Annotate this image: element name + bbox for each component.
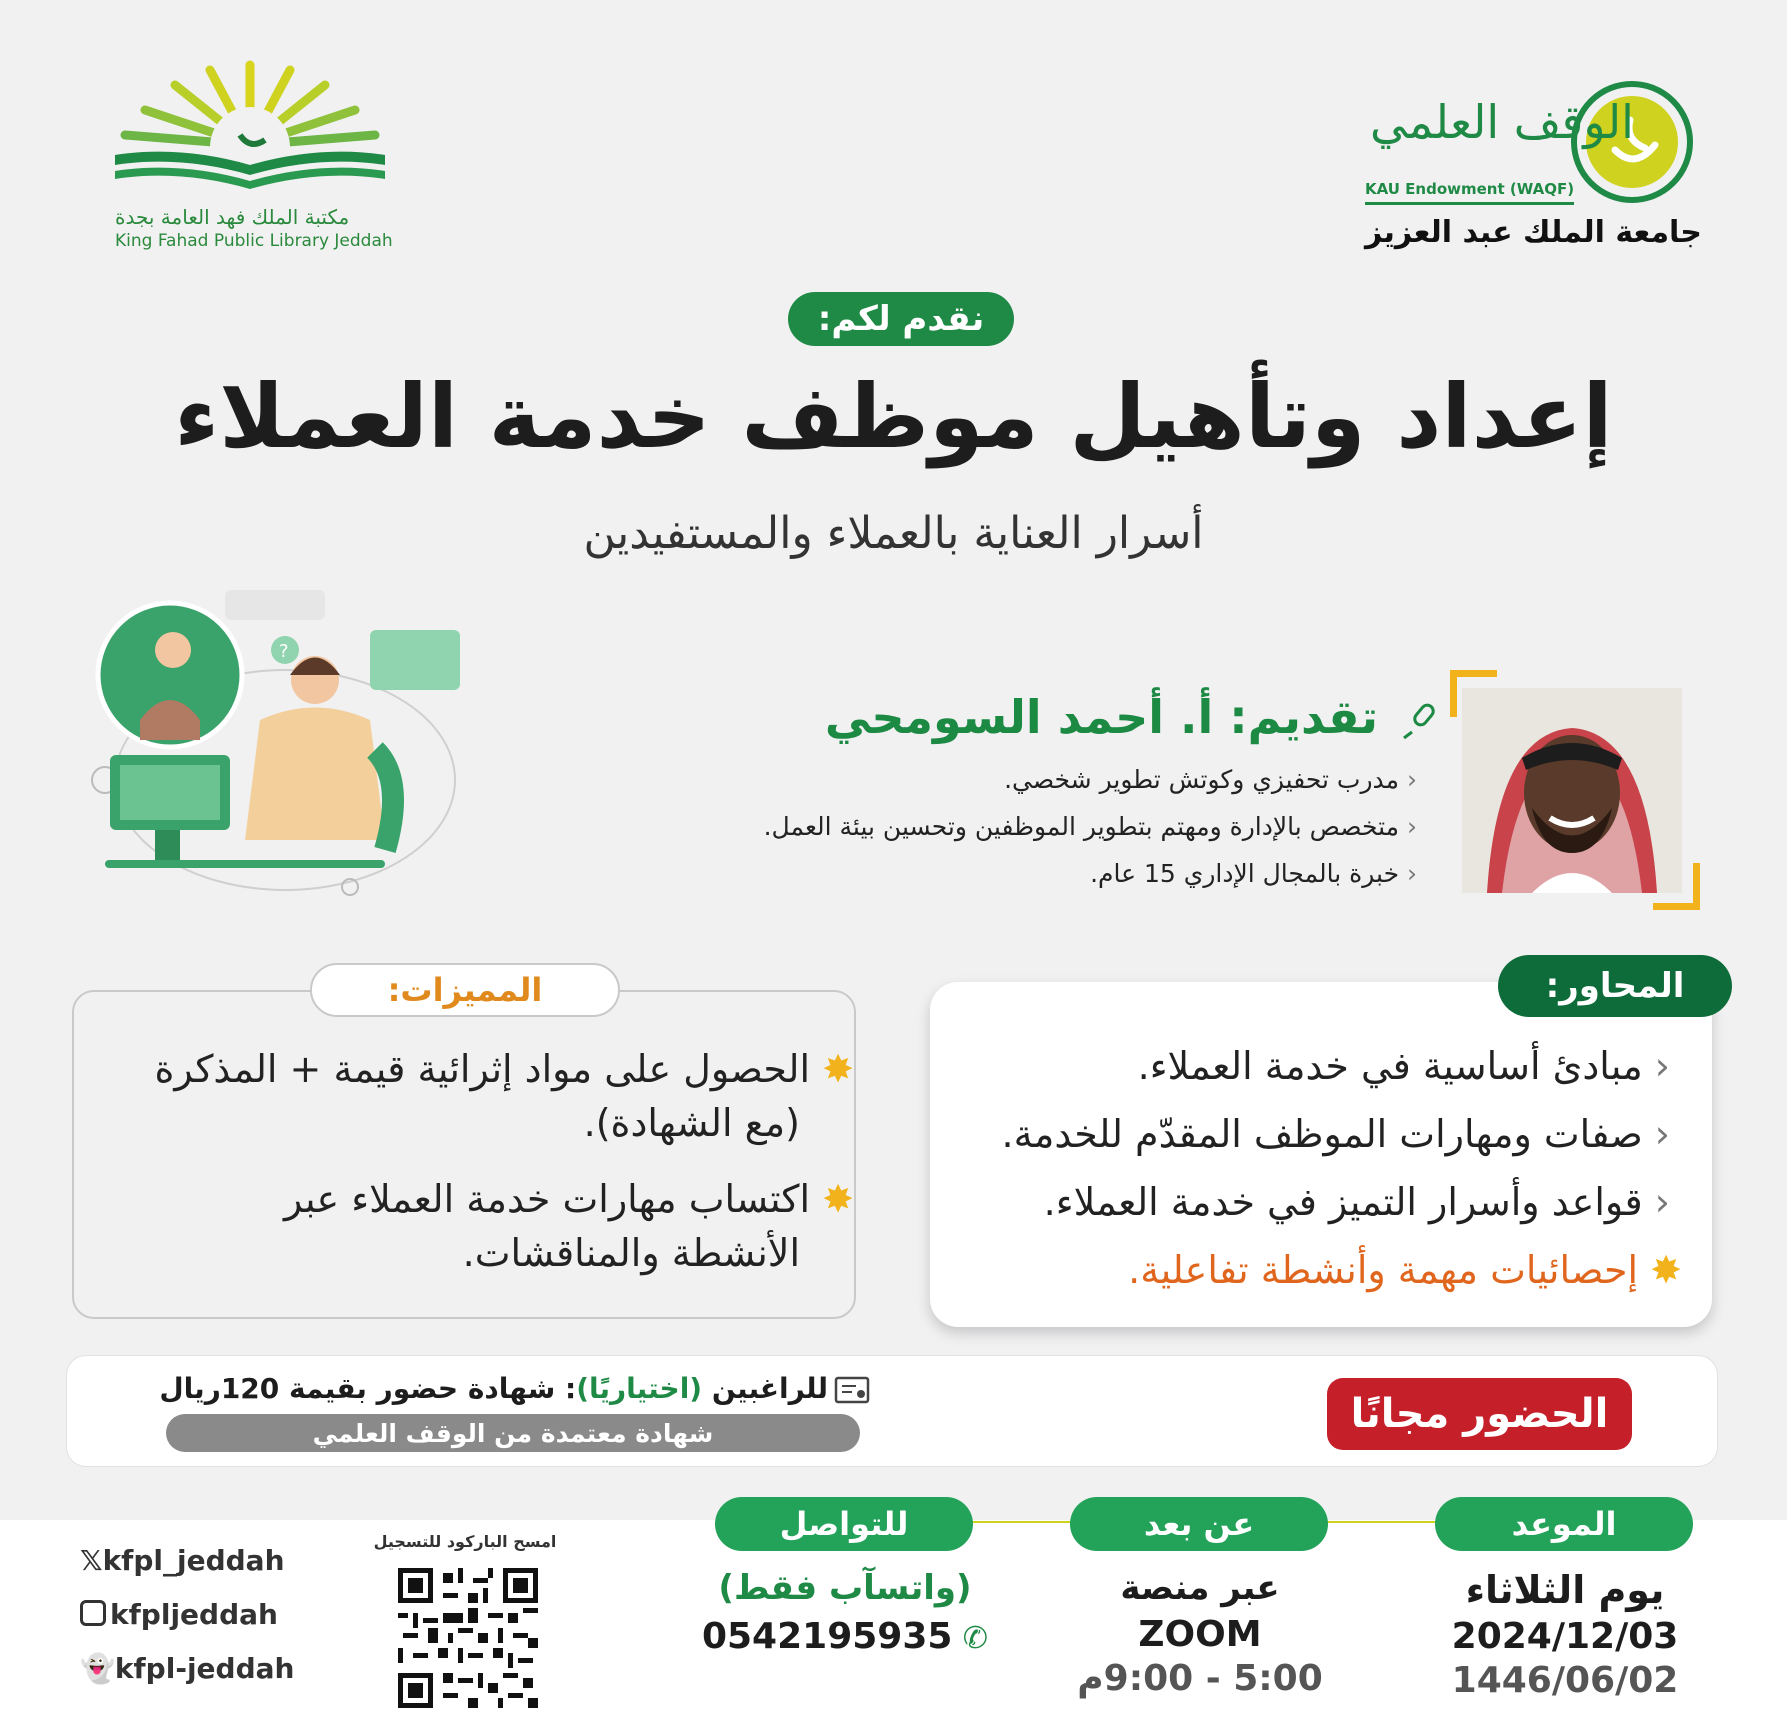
speaker-photo <box>1450 670 1700 910</box>
kau-waqf-logo <box>1360 80 1700 260</box>
topic-highlight: ✸ إحصائيات مهمة وأنشطة تفاعلية. <box>1128 1248 1682 1292</box>
platform-label: عبر منصة <box>1120 1568 1280 1608</box>
waqf-arabic-name: الوقف العلمي <box>1370 95 1634 149</box>
registration-qr-code[interactable] <box>398 1568 538 1708</box>
footer <box>0 1505 1787 1714</box>
star-icon: ✸ <box>810 1047 854 1091</box>
kfpl-english-name: King Fahad Public Library Jeddah <box>115 231 393 251</box>
features-box <box>72 990 856 1319</box>
library-book-icon <box>100 55 400 205</box>
event-day: يوم الثلاثاء <box>1465 1568 1665 1612</box>
intro-tag: نقدم لكم: <box>788 292 1014 346</box>
feature-item-1: ✸ الحصول على مواد إثرائية قيمة + المذكرة (مع الشهادة). <box>154 1047 854 1145</box>
bio-text: خبرة بالمجال الإداري 15 عام. <box>1090 859 1400 888</box>
free-attendance-badge: الحضور مجانًا <box>1327 1378 1632 1450</box>
social-snapchat[interactable]: 👻kfpl-jeddah <box>80 1652 295 1685</box>
topic-item-1: ‹ مبادئ أساسية في خدمة العملاء. <box>1137 1044 1670 1088</box>
topic-item-3: ‹ قواعد وأسرار التميز في خدمة العملاء. <box>1043 1180 1670 1224</box>
certificate-offer: للراغبين (اختياريًا): شهادة حضور بقيمة 120ريال <box>150 1372 870 1405</box>
snapchat-icon: 👻 <box>80 1652 115 1685</box>
feature-item-2: ✸ اكتساب مهارات خدمة العملاء عبر الأنشطة والمناقشات. <box>284 1177 854 1275</box>
platform-name: ZOOM <box>1138 1614 1262 1655</box>
event-time: 5:00 - 9:00م <box>1077 1658 1323 1699</box>
features-title: المميزات: <box>310 963 620 1017</box>
social-instagram[interactable]: kfpljeddah <box>80 1598 278 1631</box>
topic-item-2: ‹ صفات ومهارات الموظف المقدّم للخدمة. <box>1001 1112 1670 1156</box>
remote-label: عن بعد <box>1070 1497 1328 1551</box>
svg-text:?: ? <box>279 641 289 662</box>
bio-text: مدرب تحفيزي وكوتش تطوير شخصي. <box>1004 765 1400 794</box>
kau-arabic-name: جامعة الملك عبد العزيز <box>1365 215 1702 250</box>
star-icon: ✸ <box>1638 1248 1682 1292</box>
microphone-icon <box>1402 702 1440 740</box>
topics-title: المحاور: <box>1498 955 1732 1017</box>
bio-text: متخصص بالإدارة ومهتم بتطوير الموظفين وتحسين بيئة العمل. <box>763 812 1400 841</box>
speaker-bio-1: ‹ مدرب تحفيزي وكوتش تطوير شخصي. <box>1004 765 1417 794</box>
contact-note: (واتسآب فقط) <box>718 1568 972 1608</box>
qr-caption: امسح الباركود للتسجيل <box>373 1532 557 1551</box>
kfpl-logo <box>100 55 400 255</box>
course-subtitle: أسرار العناية بالعملاء والمستفيدين <box>583 508 1204 559</box>
contact-phone[interactable]: 0542195935 ✆ <box>701 1616 989 1657</box>
contact-label: للتواصل <box>715 1497 973 1551</box>
certificate-note: شهادة معتمدة من الوقف العلمي <box>166 1414 860 1452</box>
waqf-english-name: KAU Endowment (WAQF) <box>1365 180 1574 205</box>
x-icon: 𝕏 <box>80 1544 103 1577</box>
speaker-bio-2: ‹ متخصص بالإدارة ومهتم بتطوير الموظفين وتحسين بيئة العمل. <box>763 812 1417 841</box>
whatsapp-icon: ✆ <box>952 1621 989 1656</box>
speaker-name-text: تقديم: أ. أحمد السومحي <box>824 690 1378 744</box>
course-title: إعداد وتأهيل موظف خدمة العملاء <box>174 365 1613 468</box>
star-icon: ✸ <box>810 1177 854 1221</box>
topics-box <box>930 982 1712 1327</box>
speaker-name <box>780 690 1440 744</box>
event-date-gregorian: 2024/12/03 <box>1451 1616 1679 1657</box>
instagram-icon <box>80 1600 106 1626</box>
kfpl-arabic-name: مكتبة الملك فهد العامة بجدة <box>115 205 350 229</box>
event-date-hijri: 1446/06/02 <box>1451 1660 1679 1701</box>
speaker-bio-3: ‹ خبرة بالمجال الإداري 15 عام. <box>1090 859 1417 888</box>
date-label: الموعد <box>1435 1497 1693 1551</box>
customer-service-illustration <box>85 580 485 940</box>
certificate-icon <box>834 1375 870 1405</box>
social-x[interactable]: 𝕏kfpl_jeddah <box>80 1544 285 1577</box>
